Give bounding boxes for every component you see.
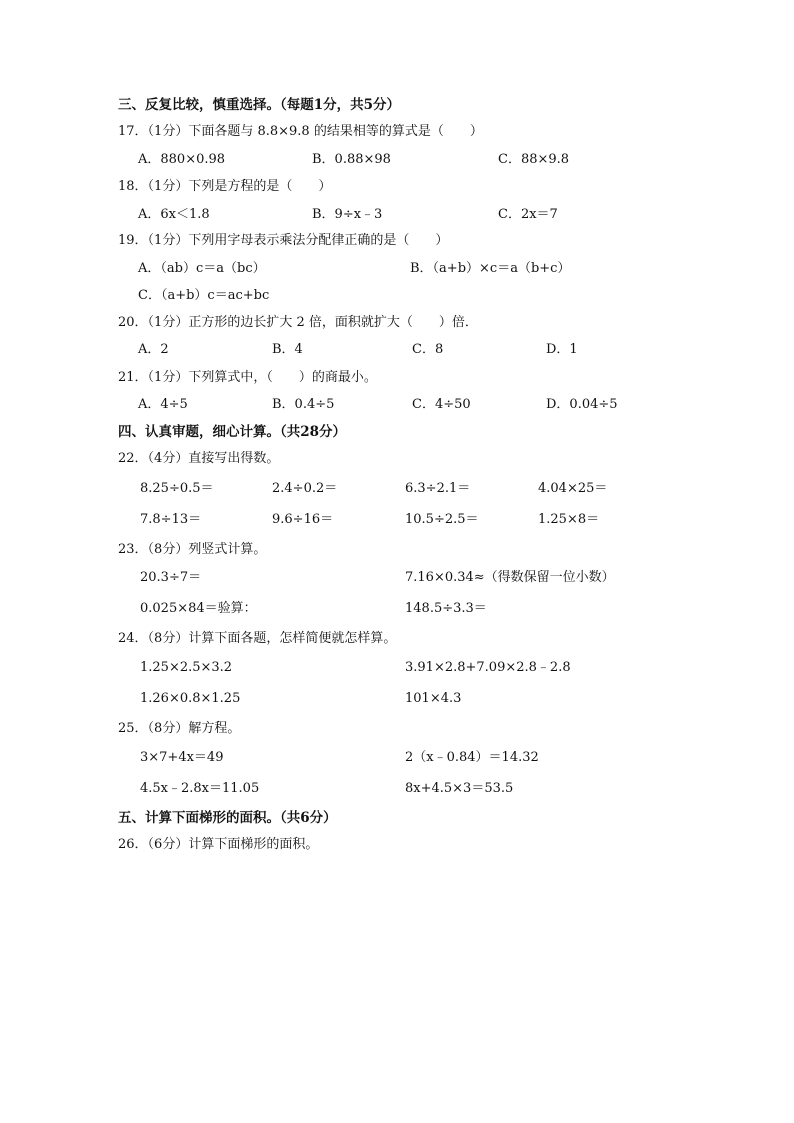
q25-item: 4.5x﹣2.8x＝11.05 [140, 781, 260, 796]
q21-option-a: A．4÷5 [138, 397, 188, 412]
section-heading-3: 三、反复比较，慎重选择。（每题1分，共5分） [118, 97, 401, 113]
question-21-stem: 21．（1分）下列算式中，（ ）的商最小。 [118, 370, 377, 385]
q20-option-b: B．4 [272, 342, 303, 357]
q18-option-a: A．6x＜1.8 [138, 207, 210, 222]
question-17-stem: 17．（1分）下面各题与 8.8×9.8 的结果相等的算式是（ ） [118, 124, 483, 139]
q22-item: 10.5÷2.5＝ [405, 512, 479, 527]
q17-option-c: C．88×9.8 [498, 152, 570, 167]
q19-option-a: A．（ab）c＝a（bc） [138, 261, 266, 276]
q23-item: 148.5÷3.3＝ [405, 601, 487, 616]
q24-item: 1.26×0.8×1.25 [140, 691, 241, 706]
q23-item: 20.3÷7＝ [140, 570, 202, 585]
question-26-stem: 26．（6分）计算下面梯形的面积。 [118, 837, 319, 852]
q19-option-c: C．（a+b）c＝ac+bc [138, 288, 270, 303]
q17-option-b: B．0.88×98 [312, 152, 391, 167]
q22-item: 9.6÷16＝ [272, 512, 334, 527]
question-20-stem: 20．（1分）正方形的边长扩大 2 倍，面积就扩大（ ）倍． [118, 315, 478, 330]
q22-item: 6.3÷2.1＝ [405, 481, 471, 496]
q20-option-a: A．2 [138, 342, 169, 357]
question-18-stem: 18．（1分）下列是方程的是（ ） [118, 179, 332, 194]
q17-option-a: A．880×0.98 [138, 152, 226, 167]
q22-item: 7.8÷13＝ [140, 512, 202, 527]
q18-option-b: B．9÷x﹣3 [312, 207, 383, 222]
q18-option-c: C．2x＝7 [498, 207, 558, 222]
q21-option-d: D．0.04÷5 [546, 397, 618, 412]
q22-item: 1.25×8＝ [538, 512, 600, 527]
q20-option-d: D．1 [546, 342, 578, 357]
section-heading-5: 五、计算下面梯形的面积。（共6分） [118, 810, 337, 826]
question-24-stem: 24．（8分）计算下面各题，怎样简便就怎样算。 [118, 631, 397, 646]
question-25-stem: 25．（8分）解方程。 [118, 721, 241, 736]
q24-item: 1.25×2.5×3.2 [140, 660, 233, 675]
q25-item: 3×7+4x＝49 [140, 750, 224, 765]
q25-item: 2（x﹣0.84）＝14.32 [405, 750, 539, 765]
q23-item: 7.16×0.34≈（得数保留一位小数） [405, 570, 615, 585]
q22-item: 2.4÷0.2＝ [272, 481, 338, 496]
q21-option-b: B．0.4÷5 [272, 397, 335, 412]
q20-option-c: C．8 [412, 342, 444, 357]
question-22-stem: 22．（4分）直接写出得数。 [118, 451, 280, 466]
q22-item: 4.04×25＝ [538, 481, 608, 496]
q21-option-c: C．4÷50 [412, 397, 471, 412]
q25-item: 8x+4.5×3＝53.5 [405, 781, 514, 796]
q24-item: 3.91×2.8+7.09×2.8﹣2.8 [405, 660, 571, 675]
q24-item: 101×4.3 [405, 691, 462, 706]
question-19-stem: 19．（1分）下列用字母表示乘法分配律正确的是（ ） [118, 233, 449, 248]
q22-item: 8.25÷0.5＝ [140, 481, 214, 496]
question-23-stem: 23．（8分）列竖式计算。 [118, 542, 267, 557]
section-heading-4: 四、认真审题，细心计算。（共28分） [118, 424, 347, 440]
q19-option-b: B．（a+b）×c＝a（b+c） [410, 261, 571, 276]
q23-item: 0.025×84＝验算： [140, 601, 257, 616]
